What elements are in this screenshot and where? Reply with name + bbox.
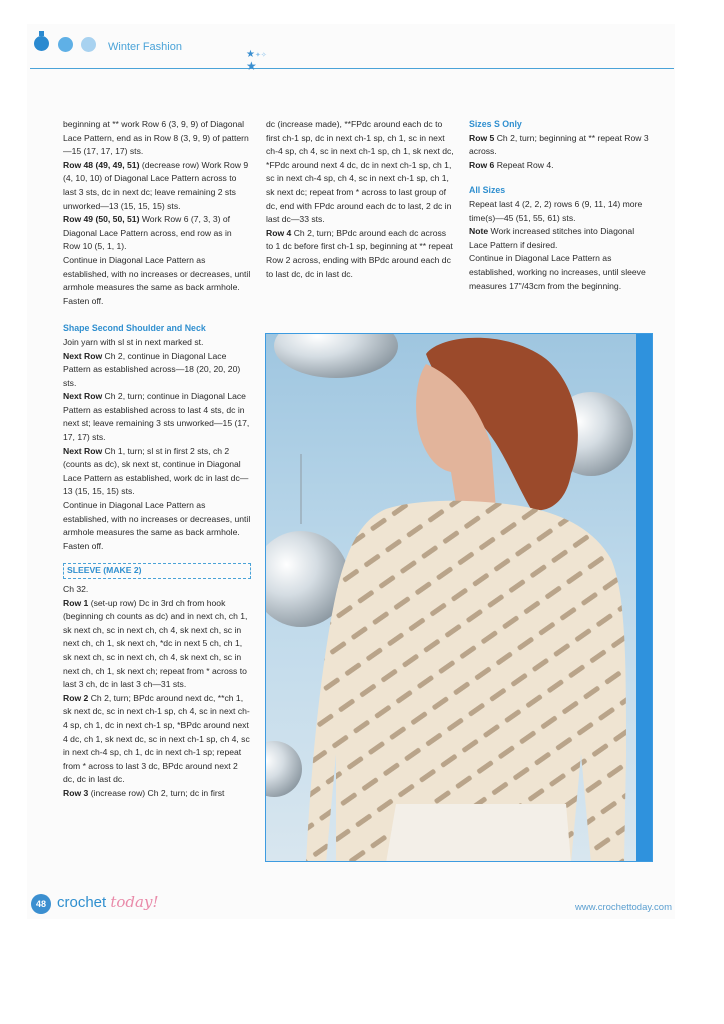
paragraph: Repeat last 4 (2, 2, 2) rows 6 (9, 11, 14) more time(s)—45 (51, 55, 61) sts.	[469, 198, 643, 223]
section-heading: Sizes S Only	[469, 119, 522, 129]
row-instruction: Row 1 (set-up row) Dc in 3rd ch from hook (beginning ch counts as dc) and in next ch, ch 1, sk next ch, sc in next ch, ch 4, sk next ch, sc in next ch, ch 1, sk next ch, *dc in next 5 ch, ch 1, sk next ch, sc in next ch, ch 4, sk next ch, sc in next ch, ch 1, sk next ch; repeat from * across to last 3 ch, dc in last 3 ch—31 sts.	[63, 597, 248, 690]
sleeve-heading: SLEEVE (MAKE 2)	[63, 563, 251, 579]
section-heading: All Sizes	[469, 185, 506, 196]
magazine-logo: crochet today!	[57, 893, 159, 911]
text-column-1	[63, 118, 251, 801]
paragraph: Continue in Diagonal Lace Pattern as established, working no increases, until sleeve measures 17"/43cm from the beginning.	[469, 253, 646, 291]
paragraph: Join yarn with sl st in next marked st.	[63, 336, 204, 347]
ornament-icon	[266, 741, 302, 797]
note: Note Work increased stitches into Diagonal Lace Pattern if desired.	[469, 226, 635, 250]
sweater-photo	[265, 333, 653, 862]
header-dot-light	[81, 37, 96, 52]
photo-accent-band	[636, 334, 652, 861]
row-instruction: Row 6 Repeat Row 4.	[469, 159, 554, 170]
header-divider	[30, 68, 674, 69]
text-column-3	[469, 118, 655, 293]
header-dot-mid	[58, 37, 73, 52]
text-column-2	[266, 118, 455, 281]
ornament-icon	[34, 36, 49, 51]
paragraph: Ch 32.	[63, 584, 89, 594]
star-icon: ★✦✧ ★	[246, 49, 267, 73]
website-url[interactable]: www.crochettoday.com	[575, 902, 672, 913]
row-instruction: Row 5 Ch 2, turn; beginning at ** repeat Row 3 across.	[469, 132, 649, 157]
paragraph: beginning at ** work Row 6 (3, 9, 9) of Diagonal Lace Pattern, end as in Row 8 (3, 9, 9) of pattern—15 (17, 17, 17) sts.	[63, 119, 249, 157]
row-instruction: Next Row Ch 2, continue in Diagonal Lace Pattern as established across—18 (20, 20, 20) sts.	[63, 350, 241, 388]
row-instruction: Row 4 Ch 2, turn; BPdc around each dc across to 1 dc before first ch-1 sp, beginning at ** repeat Row 2 across, ending with BPdc around each dc to last dc, dc in last dc.	[266, 227, 453, 279]
row-instruction: Row 48 (49, 49, 51) (decrease row) Work Row 9 (4, 10, 10) of Diagonal Lace Pattern across to last 3 sts, dc in next dc; leave remaining 2 sts unworked—13 (15, 15, 15) sts.	[63, 159, 249, 211]
row-instruction: Row 49 (50, 50, 51) Work Row 6 (7, 3, 3) of Diagonal Lace Pattern across, end row as in Row 10 (5, 1, 1).	[63, 214, 232, 252]
ornament-cap	[39, 31, 44, 36]
ornament-icon	[274, 334, 398, 378]
row-instruction: Next Row Ch 2, turn; continue in Diagonal Lace Pattern as established across to last 4 sts, dc in next st; leave remaining 3 sts unworked—15 (17, 17, 17) sts.	[63, 391, 250, 443]
paragraph: Continue in Diagonal Lace Pattern as established, with no increases or decreases, until armhole measures the same as back armhole. Fasten off.	[63, 500, 251, 551]
row-instruction: Row 3 (increase row) Ch 2, turn; dc in first	[63, 787, 225, 798]
photo-illustration	[266, 334, 653, 862]
page-number: 48	[31, 894, 51, 914]
section-title: Winter Fashion	[108, 41, 182, 53]
row-instruction: Row 2 Ch 2, turn; BPdc around next dc, **ch 1, sk next dc, sc in next ch-1 sp, ch 4, sc in next ch-4 sp, ch 1, dc in next ch-1 sp, *BPdc around next 4 dc, ch 1, sk next dc, sc in next ch-1 sp, ch 4, sc in next ch-4 sp, ch 1, dc in next ch-1 sp; repeat from * across to last 3 dc, BPdc around next 2 dc, dc in last dc.	[63, 692, 250, 785]
paragraph: Continue in Diagonal Lace Pattern as established, with no increases or decreases, until armhole measures the same as back armhole. Fasten off.	[63, 254, 251, 306]
row-instruction: Next Row Ch 1, turn; sl st in first 2 sts, ch 2 (counts as dc), sk next st, continue in Diagonal Lace Pattern as established, work dc in last dc—13 (15, 15, 15) sts.	[63, 445, 249, 497]
section-heading: Shape Second Shoulder and Neck	[63, 323, 206, 334]
paragraph: dc (increase made), **FPdc around each dc to first ch-1 sp, dc in next ch-1 sp, ch 1, sc in next ch-4 sp, ch 4, sc in next ch-1 sp, ch 1, sk next dc, *FPdc around next 4 dc, dc in next ch-1 sp, ch 1, sc in next ch-4 sp, ch 4, sc in next ch-1 sp, ch 1, sk next dc; repeat from * across to last group of dc, end with FPdc around each dc to last, 2 dc in last dc—33 sts.	[266, 119, 454, 225]
